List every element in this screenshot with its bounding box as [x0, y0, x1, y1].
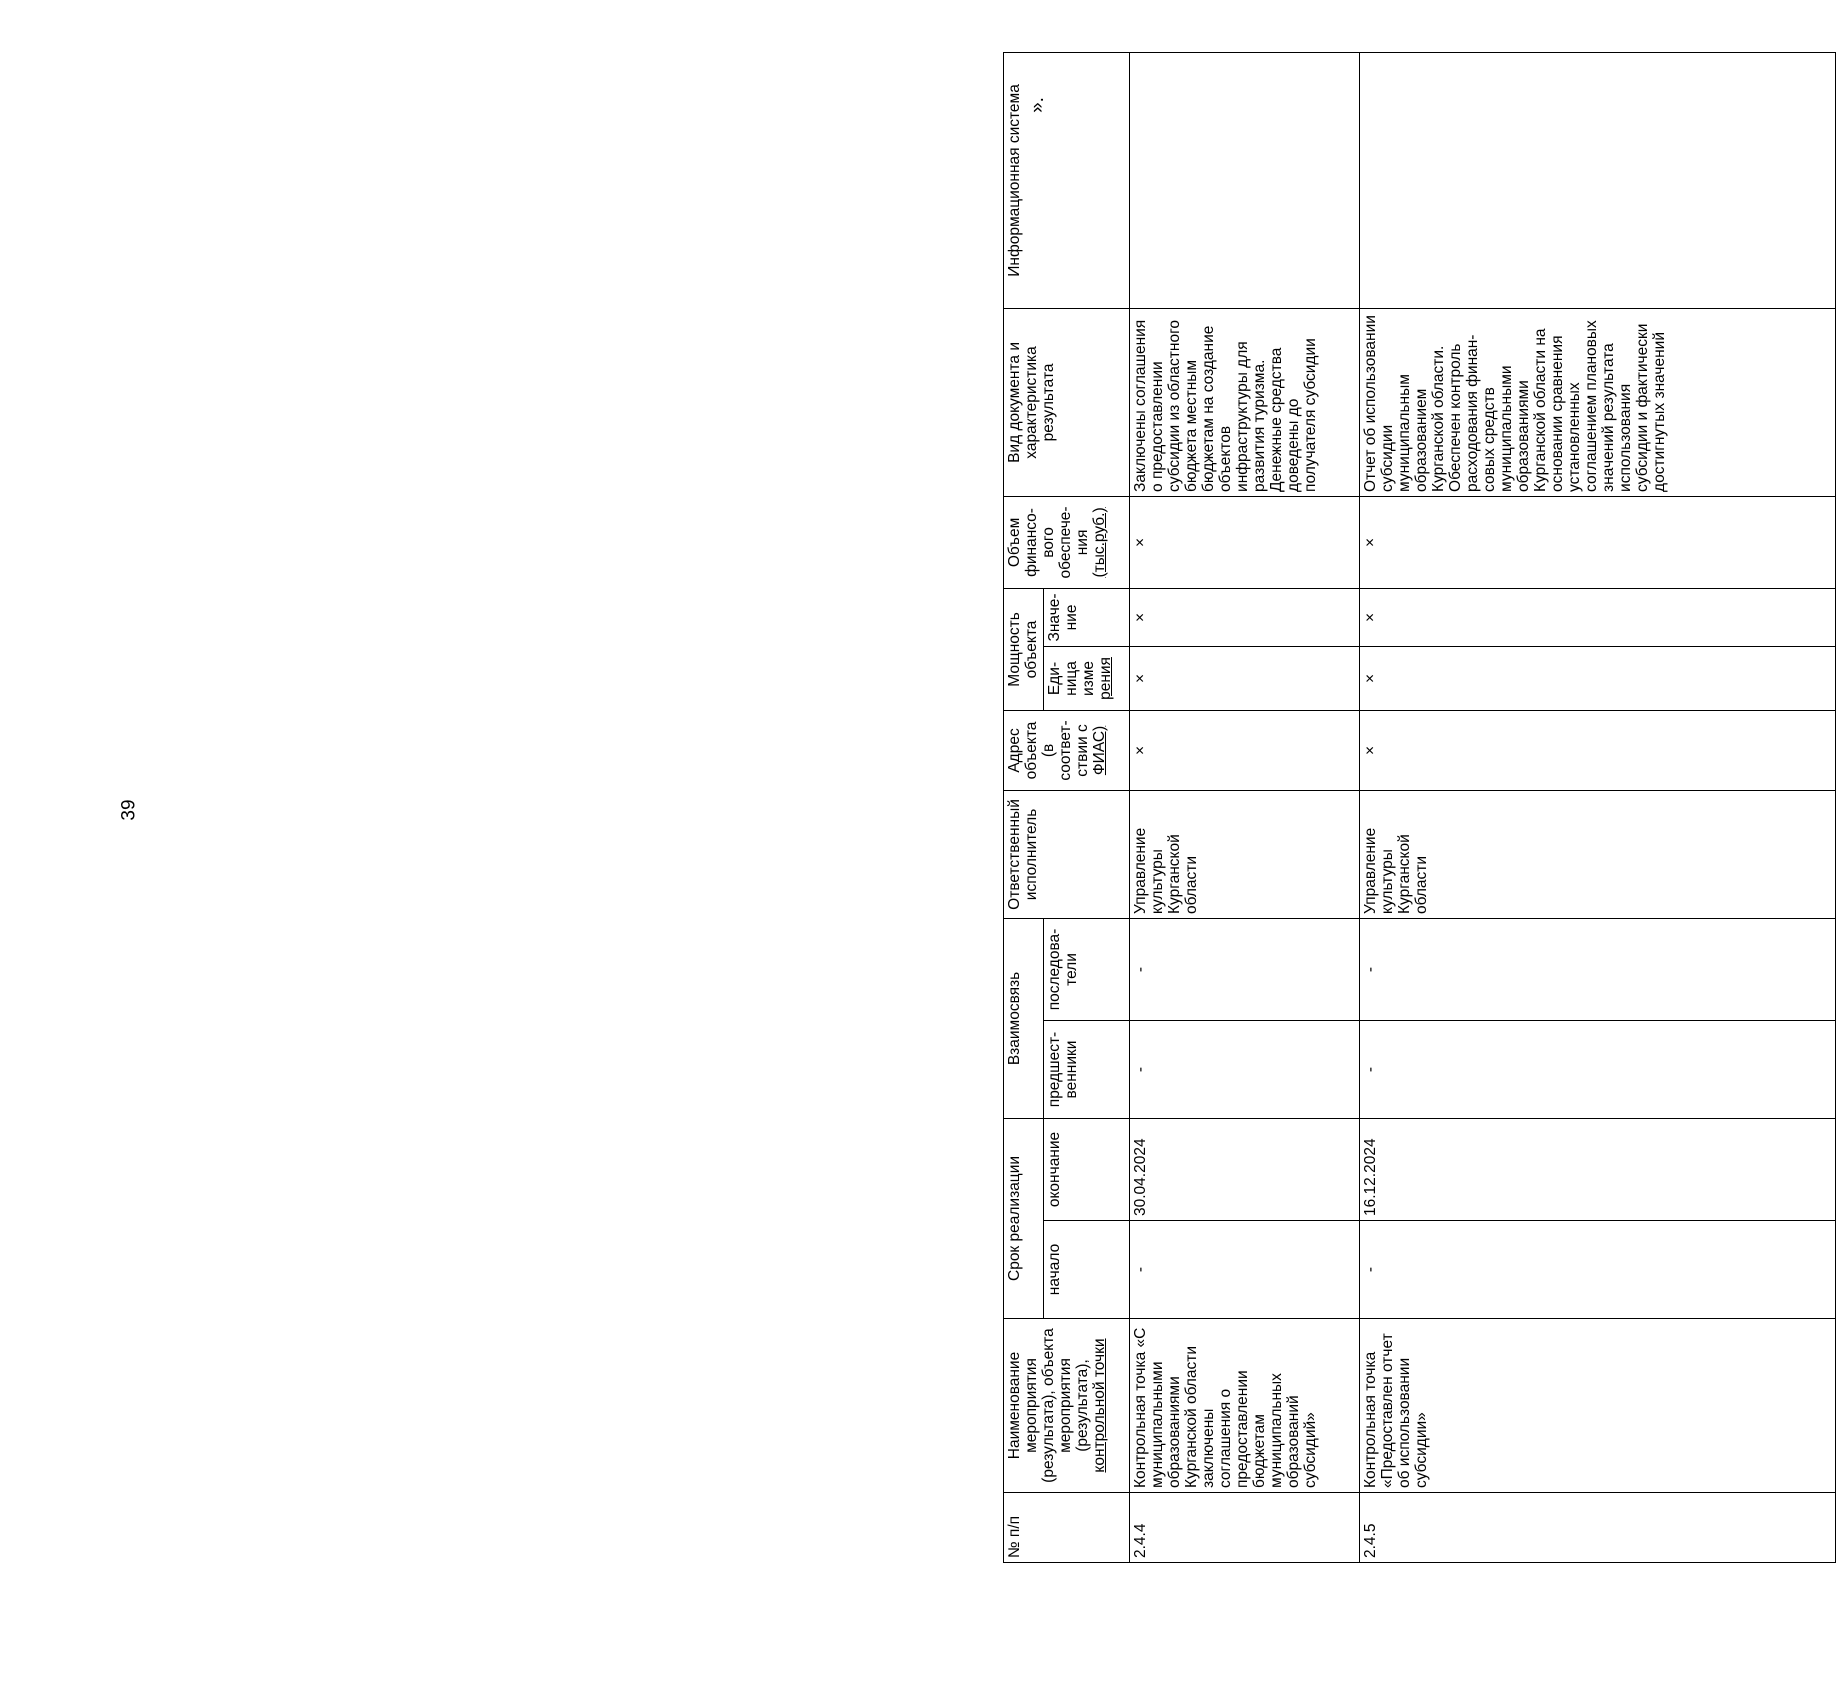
- header-num: № п/п: [1004, 1493, 1130, 1563]
- cell-unit: ×: [1360, 646, 1836, 710]
- header-address: Адрес объекта (в соответствии с ФИАС): [1004, 710, 1130, 790]
- header-relation: Взаимосвязь: [1004, 918, 1044, 1118]
- cell-start: -: [1130, 1221, 1360, 1319]
- table-row: [1360, 52, 1836, 1562]
- header-capacity-unit: Единица изме рения: [1044, 646, 1130, 710]
- closing-quote-mark: ».: [1026, 97, 1048, 113]
- header-capacity: Мощность объекта: [1004, 588, 1044, 710]
- cell-value: ×: [1130, 588, 1360, 646]
- cell-address: ×: [1360, 710, 1836, 790]
- header-doc-type: Вид документа и характеристика результата: [1004, 308, 1130, 496]
- header-term-end: окончание: [1044, 1118, 1130, 1220]
- cell-num: 2.4.4: [1130, 1493, 1360, 1563]
- cell-name: Контрольная точка «С муниципальными образованиями Курганской области заключены соглашения о предоставлении бюджетам муниципальных образований субсидий»: [1130, 1319, 1360, 1493]
- cell-prev: -: [1360, 1020, 1836, 1118]
- cell-finance: ×: [1130, 496, 1360, 588]
- header-relation-next: последователи: [1044, 918, 1130, 1020]
- cell-info: [1130, 52, 1360, 308]
- header-term-start: начало: [1044, 1221, 1130, 1319]
- cell-prev: -: [1130, 1020, 1360, 1118]
- header-responsible: Ответственный исполнитель: [1004, 790, 1130, 918]
- schedule-table: [1003, 52, 1836, 1563]
- cell-end: 30.04.2024: [1130, 1118, 1360, 1220]
- cell-value: ×: [1360, 588, 1836, 646]
- rotated-table-container: [1003, 43, 1763, 1563]
- cell-unit: ×: [1130, 646, 1360, 710]
- cell-next: -: [1130, 918, 1360, 1020]
- header-row-top: [1004, 52, 1044, 1562]
- cell-start: -: [1360, 1221, 1836, 1319]
- header-term: Срок реализации: [1004, 1118, 1044, 1318]
- header-name: Наименование мероприятия (результата), объекта мероприятия (результата), контрольной точки: [1004, 1319, 1130, 1493]
- cell-responsible: Управление культуры Курганской области: [1130, 790, 1360, 918]
- cell-responsible: Управление культуры Курганской области: [1360, 790, 1836, 918]
- cell-doc: Заключены соглашения о предоставлении субсидии из областного бюджета местным бюджетам на создание объектов инфраструктуры для развития туризма. Денежные средства доведены до получателя субсидии: [1130, 308, 1360, 496]
- header-capacity-value: Значение: [1044, 588, 1130, 646]
- cell-name: Контрольная точка «Предоставлен отчет об использовании субсидии»: [1360, 1319, 1836, 1493]
- cell-address: ×: [1130, 710, 1360, 790]
- page-number: 39: [119, 799, 141, 821]
- cell-doc: Отчет об использовании субсидии муниципальным образованием Курганской области. Обеспечен контроль расходования финансовых средств муниципальными образованиями Курганской области на основании сравнения установленных соглашением плановых значений результата использования субсидии и фактически достигнутых значений: [1360, 308, 1836, 496]
- header-info-system: Информационная система: [1004, 52, 1130, 308]
- cell-num: 2.4.5: [1360, 1493, 1836, 1563]
- header-relation-prev: предшественники: [1044, 1020, 1130, 1118]
- cell-info: [1360, 52, 1836, 308]
- table-row: [1130, 52, 1360, 1562]
- cell-end: 16.12.2024: [1360, 1118, 1836, 1220]
- cell-finance: ×: [1360, 496, 1836, 588]
- header-finance: Объем финансового обеспечения (тыс.руб.): [1004, 496, 1130, 588]
- cell-next: -: [1360, 918, 1836, 1020]
